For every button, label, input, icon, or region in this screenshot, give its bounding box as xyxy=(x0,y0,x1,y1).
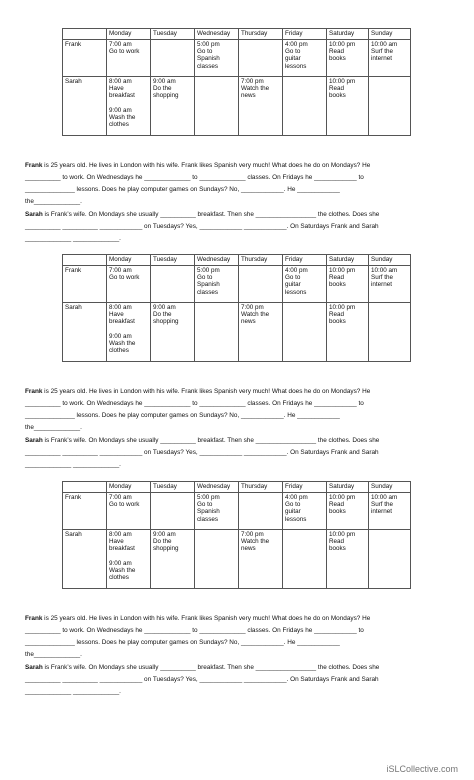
cell-text: Spanish xyxy=(197,281,220,289)
paragraph-line xyxy=(25,459,445,471)
cell-text: 10:00 pm xyxy=(329,267,356,274)
schedule-cell xyxy=(151,266,195,303)
cell-text: 10:00 pm xyxy=(329,531,356,538)
schedule-cell xyxy=(151,303,195,362)
cell-text: classes xyxy=(197,288,218,296)
cell-text: books xyxy=(329,55,346,63)
paragraph-line xyxy=(25,410,445,422)
day-header: Thursday xyxy=(239,29,283,40)
cell-text: books xyxy=(329,545,346,553)
cell-text: Go to work xyxy=(109,501,140,509)
paragraph-line xyxy=(25,221,445,233)
cell-text: 10:00 am xyxy=(371,494,398,501)
paragraph-text: __________ __________ ____________ on Tuesdays? Yes, ____________ ____________. On Saturdays Frank and Sarah xyxy=(25,449,379,456)
paragraph-line xyxy=(25,172,445,184)
schedule-cell xyxy=(195,530,239,589)
header-corner-cell xyxy=(63,255,107,266)
cell-text: 8:00 am xyxy=(109,78,132,85)
cell-text: breakfast xyxy=(109,545,135,553)
person-name-cell: Frank xyxy=(63,40,107,77)
schedule-cell xyxy=(327,77,369,136)
paragraph-text: _____________ _____________. xyxy=(25,461,121,468)
day-header: Tuesday xyxy=(151,29,195,40)
cell-text: 10:00 am xyxy=(371,41,398,48)
table-row xyxy=(63,303,411,362)
cell-text: 4:00 pm xyxy=(285,494,308,501)
schedule-cell xyxy=(107,493,151,530)
paragraph-text: __________ __________ ____________ on Tuesdays? Yes, ____________ ____________. On Saturdays Frank and Sarah xyxy=(25,223,379,230)
cell-text: 4:00 pm xyxy=(285,267,308,274)
cell-text: classes xyxy=(197,62,218,70)
cell-text: 9:00 am xyxy=(153,304,176,311)
cell-text: Wash the xyxy=(109,113,136,121)
day-header: Friday xyxy=(283,482,327,493)
day-header: Sunday xyxy=(369,255,411,266)
paragraph-text: ______________ lessons. Does he play computer games on Sundays? No, ____________. He ____________ xyxy=(25,639,340,646)
cell-text: Have xyxy=(109,538,124,546)
person-name-cell: Frank xyxy=(63,493,107,530)
paragraph-text: is 25 years old. He lives in London with his wife. Frank likes Spanish very much! What does he do on Mondays? He xyxy=(42,388,371,395)
paragraph-subject-name: Frank xyxy=(25,388,43,395)
schedule-cell xyxy=(369,530,411,589)
table-header-row xyxy=(63,482,411,493)
paragraph-text: is Frank’s wife. On Mondays she usually __________ breakfast. Then she _________________ the clothes. Does she xyxy=(42,437,380,444)
cell-text: 7:00 pm xyxy=(241,304,264,311)
cell-text: Go to xyxy=(285,501,301,509)
schedule-cell xyxy=(239,40,283,77)
exercise-paragraph xyxy=(25,435,445,471)
cell-text: Wash the xyxy=(109,339,136,347)
schedule-cell xyxy=(195,493,239,530)
cell-text: 5:00 pm xyxy=(197,267,220,274)
cell-text: lessons xyxy=(285,288,307,296)
cell-text: 7:00 pm xyxy=(241,531,264,538)
paragraph-line xyxy=(25,196,445,208)
schedule-cell xyxy=(369,303,411,362)
schedule-cell xyxy=(369,493,411,530)
schedule-cell xyxy=(283,266,327,303)
cell-text: books xyxy=(329,318,346,326)
watermark-text: iSLCollective.com xyxy=(386,764,458,774)
paragraph-line xyxy=(25,662,445,674)
cell-text: news xyxy=(241,92,256,100)
paragraph-text: __________ __________ ____________ on Tuesdays? Yes, ____________ ____________. On Saturdays Frank and Sarah xyxy=(25,676,379,683)
cell-text: 5:00 pm xyxy=(197,494,220,501)
header-corner-cell xyxy=(63,482,107,493)
paragraph-text: ______________ lessons. Does he play computer games on Sundays? No, ____________. He ____________ xyxy=(25,186,340,193)
schedule-cell xyxy=(239,530,283,589)
schedule-cell xyxy=(151,77,195,136)
schedule-cell xyxy=(107,530,151,589)
table-row xyxy=(63,493,411,530)
day-header: Monday xyxy=(107,29,151,40)
paragraph-subject-name: Sarah xyxy=(25,437,43,444)
paragraph-text: ______________ lessons. Does he play computer games on Sundays? No, ____________. He ____________ xyxy=(25,412,340,419)
cell-text: 10:00 am xyxy=(371,267,398,274)
cell-text: 7:00 am xyxy=(109,267,132,274)
person-name-cell: Sarah xyxy=(63,77,107,136)
cell-text: Do the xyxy=(153,85,172,93)
table-row xyxy=(63,77,411,136)
cell-text: Go to xyxy=(285,48,301,56)
schedule-cell xyxy=(107,77,151,136)
cell-text: Go to xyxy=(197,501,213,509)
cell-text: 9:00 am xyxy=(109,106,132,114)
cell-text: guitar xyxy=(285,281,301,289)
schedule-cell xyxy=(151,493,195,530)
day-header: Sunday xyxy=(369,482,411,493)
person-name-cell: Sarah xyxy=(63,303,107,362)
schedule-cell xyxy=(239,77,283,136)
cell-text: clothes xyxy=(109,121,129,129)
cell-text: Go to work xyxy=(109,274,140,282)
cell-text: Watch the xyxy=(241,311,270,319)
cell-text: internet xyxy=(371,281,393,289)
cell-text: 10:00 pm xyxy=(329,41,356,48)
day-header: Thursday xyxy=(239,255,283,266)
day-header: Tuesday xyxy=(151,255,195,266)
cell-text: Go to xyxy=(285,274,301,282)
cell-text: Surf the xyxy=(371,501,394,509)
paragraph-line xyxy=(25,422,445,434)
paragraph-text: the_____________. xyxy=(25,651,82,658)
paragraph-line xyxy=(25,674,445,686)
schedule-cell xyxy=(327,266,369,303)
exercise-paragraph xyxy=(25,160,445,208)
person-name-cell: Sarah xyxy=(63,530,107,589)
cell-text: Read xyxy=(329,501,345,509)
cell-text: shopping xyxy=(153,318,179,326)
cell-text: Read xyxy=(329,48,345,56)
paragraph-line xyxy=(25,233,445,245)
day-header: Thursday xyxy=(239,482,283,493)
paragraph-line xyxy=(25,184,445,196)
paragraph-text: is Frank’s wife. On Mondays she usually __________ breakfast. Then she _________________ the clothes. Does she xyxy=(42,211,380,218)
cell-text: 9:00 am xyxy=(153,531,176,538)
cell-text: Watch the xyxy=(241,538,270,546)
paragraph-subject-name: Sarah xyxy=(25,211,43,218)
paragraph-line xyxy=(25,613,445,625)
day-header: Monday xyxy=(107,482,151,493)
day-header: Wednesday xyxy=(195,482,239,493)
cell-text: clothes xyxy=(109,347,129,355)
day-header: Friday xyxy=(283,29,327,40)
paragraph-text: __________ to work. On Wednesdays he _____________ to _____________ classes. On Fridays he ____________ to xyxy=(25,174,364,181)
schedule-cell xyxy=(107,40,151,77)
paragraph-text: the_____________. xyxy=(25,424,82,431)
day-header: Saturday xyxy=(327,255,369,266)
schedule-cell xyxy=(239,266,283,303)
paragraph-subject-name: Sarah xyxy=(25,664,43,671)
schedule-cell xyxy=(283,303,327,362)
cell-text: 10:00 pm xyxy=(329,304,356,311)
schedule-cell xyxy=(369,40,411,77)
cell-text: clothes xyxy=(109,574,129,582)
cell-text: Watch the xyxy=(241,85,270,93)
paragraph-text: is Frank’s wife. On Mondays she usually __________ breakfast. Then she _________________ the clothes. Does she xyxy=(42,664,380,671)
cell-text: Read xyxy=(329,274,345,282)
cell-text xyxy=(109,553,148,560)
table-header-row xyxy=(63,255,411,266)
paragraph-line xyxy=(25,160,445,172)
schedule-cell xyxy=(151,530,195,589)
paragraph-line xyxy=(25,386,445,398)
paragraph-subject-name: Frank xyxy=(25,162,43,169)
cell-text: Surf the xyxy=(371,274,394,282)
cell-text: guitar xyxy=(285,55,301,63)
cell-text: news xyxy=(241,545,256,553)
cell-text: 10:00 pm xyxy=(329,78,356,85)
cell-text: breakfast xyxy=(109,92,135,100)
exercise-paragraph xyxy=(25,386,445,434)
cell-text: lessons xyxy=(285,515,307,523)
schedule-cell xyxy=(327,40,369,77)
cell-text xyxy=(109,100,148,107)
cell-text: shopping xyxy=(153,545,179,553)
schedule-cell xyxy=(239,493,283,530)
cell-text: 7:00 am xyxy=(109,494,132,501)
table-row xyxy=(63,266,411,303)
cell-text: shopping xyxy=(153,92,179,100)
cell-text: 9:00 am xyxy=(153,78,176,85)
cell-text: Do the xyxy=(153,311,172,319)
day-header: Sunday xyxy=(369,29,411,40)
cell-text: Read xyxy=(329,538,345,546)
schedule-cell xyxy=(195,266,239,303)
schedule-cell xyxy=(283,493,327,530)
day-header: Friday xyxy=(283,255,327,266)
paragraph-text: __________ to work. On Wednesdays he _____________ to _____________ classes. On Fridays he ____________ to xyxy=(25,400,364,407)
cell-text: breakfast xyxy=(109,318,135,326)
cell-text: Spanish xyxy=(197,55,220,63)
schedule-cell xyxy=(283,530,327,589)
exercise-paragraph xyxy=(25,662,445,698)
cell-text: 7:00 pm xyxy=(241,78,264,85)
day-header: Wednesday xyxy=(195,29,239,40)
day-header: Saturday xyxy=(327,29,369,40)
schedule-cell xyxy=(327,303,369,362)
person-name-cell: Frank xyxy=(63,266,107,303)
schedule-cell xyxy=(369,266,411,303)
cell-text: Have xyxy=(109,85,124,93)
schedule-cell xyxy=(195,40,239,77)
cell-text: Go to xyxy=(197,274,213,282)
paragraph-text: _____________ _____________. xyxy=(25,235,121,242)
cell-text: lessons xyxy=(285,62,307,70)
cell-text: guitar xyxy=(285,508,301,516)
schedule-cell xyxy=(327,493,369,530)
cell-text: Do the xyxy=(153,538,172,546)
cell-text: Surf the xyxy=(371,48,394,56)
paragraph-line xyxy=(25,625,445,637)
day-header: Saturday xyxy=(327,482,369,493)
paragraph-line xyxy=(25,398,445,410)
header-corner-cell xyxy=(63,29,107,40)
schedule-cell xyxy=(107,266,151,303)
cell-text: 5:00 pm xyxy=(197,41,220,48)
cell-text: Read xyxy=(329,311,345,319)
paragraph-line xyxy=(25,209,445,221)
cell-text: books xyxy=(329,508,346,516)
cell-text: classes xyxy=(197,515,218,523)
table-header-row xyxy=(63,29,411,40)
day-header: Monday xyxy=(107,255,151,266)
schedule-table xyxy=(62,28,411,136)
paragraph-line xyxy=(25,447,445,459)
paragraph-text: is 25 years old. He lives in London with his wife. Frank likes Spanish very much! What does he do on Mondays? He xyxy=(42,615,371,622)
paragraph-text: the_____________. xyxy=(25,198,82,205)
schedule-cell xyxy=(195,77,239,136)
schedule-cell xyxy=(327,530,369,589)
paragraph-text: __________ to work. On Wednesdays he _____________ to _____________ classes. On Fridays he ____________ to xyxy=(25,627,364,634)
schedule-table xyxy=(62,254,411,362)
paragraph-line xyxy=(25,435,445,447)
day-header: Wednesday xyxy=(195,255,239,266)
cell-text: internet xyxy=(371,55,393,63)
paragraph-text: is 25 years old. He lives in London with his wife. Frank likes Spanish very much! What does he do on Mondays? He xyxy=(42,162,371,169)
cell-text: 9:00 am xyxy=(109,559,132,567)
schedule-cell xyxy=(283,77,327,136)
schedule-cell xyxy=(283,40,327,77)
table-row xyxy=(63,530,411,589)
cell-text: Spanish xyxy=(197,508,220,516)
cell-text: 8:00 am xyxy=(109,531,132,538)
cell-text: books xyxy=(329,92,346,100)
paragraph-text: _____________ _____________. xyxy=(25,688,121,695)
cell-text: Have xyxy=(109,311,124,319)
exercise-paragraph xyxy=(25,613,445,661)
paragraph-line xyxy=(25,686,445,698)
cell-text xyxy=(109,326,148,333)
paragraph-line xyxy=(25,637,445,649)
cell-text: Go to work xyxy=(109,48,140,56)
schedule-cell xyxy=(239,303,283,362)
table-row xyxy=(63,40,411,77)
cell-text: Go to xyxy=(197,48,213,56)
cell-text: internet xyxy=(371,508,393,516)
cell-text: 7:00 am xyxy=(109,41,132,48)
cell-text: Read xyxy=(329,85,345,93)
cell-text: books xyxy=(329,281,346,289)
cell-text: 9:00 am xyxy=(109,332,132,340)
schedule-table xyxy=(62,481,411,589)
paragraph-line xyxy=(25,649,445,661)
cell-text: 4:00 pm xyxy=(285,41,308,48)
schedule-cell xyxy=(195,303,239,362)
cell-text: news xyxy=(241,318,256,326)
schedule-cell xyxy=(107,303,151,362)
cell-text: 8:00 am xyxy=(109,304,132,311)
paragraph-subject-name: Frank xyxy=(25,615,43,622)
exercise-paragraph xyxy=(25,209,445,245)
cell-text: 10:00 pm xyxy=(329,494,356,501)
schedule-cell xyxy=(151,40,195,77)
schedule-cell xyxy=(369,77,411,136)
cell-text: Wash the xyxy=(109,566,136,574)
day-header: Tuesday xyxy=(151,482,195,493)
